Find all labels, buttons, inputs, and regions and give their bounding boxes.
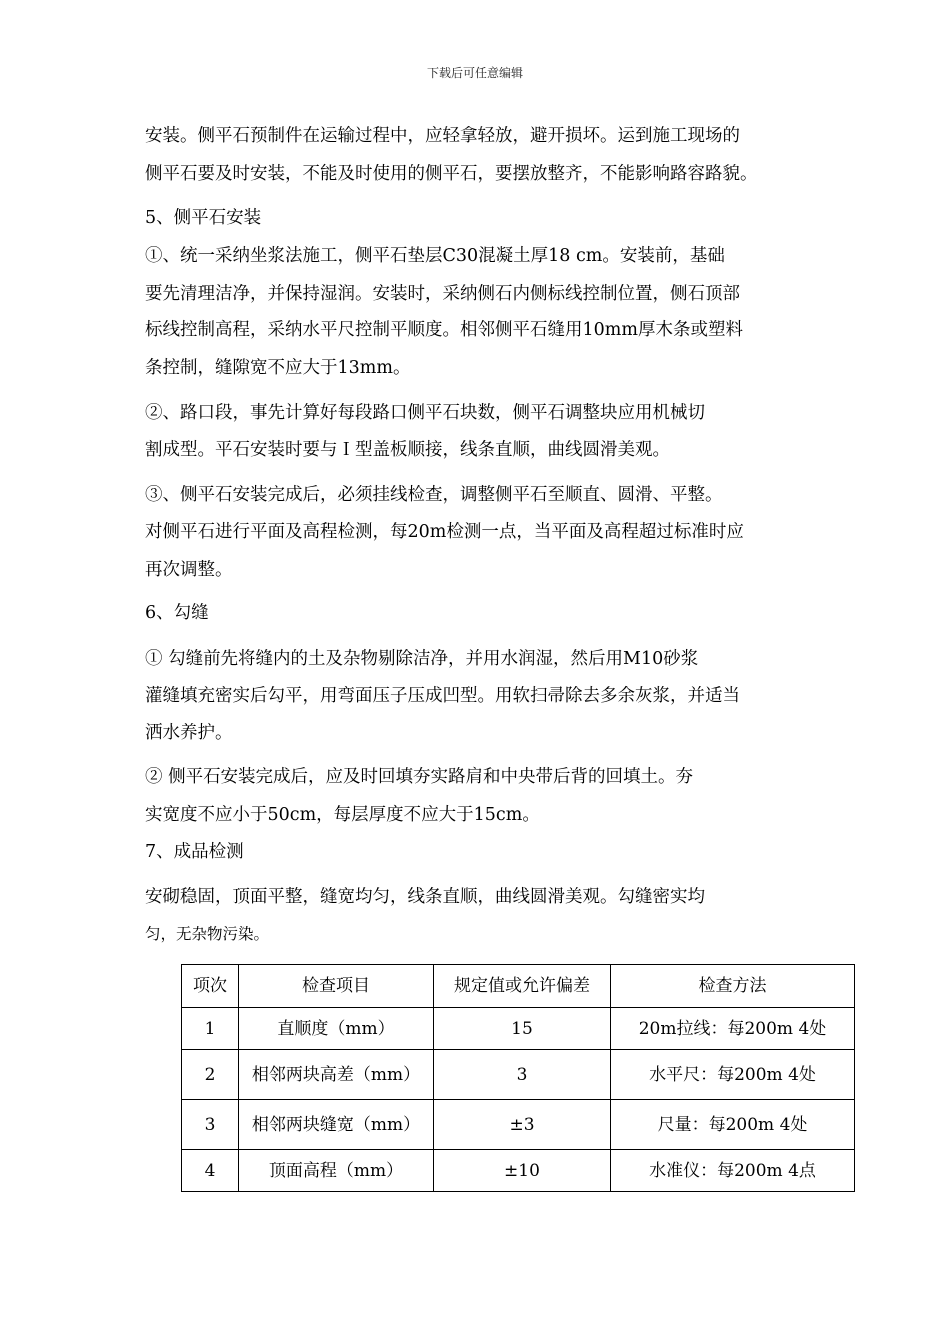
table-cell: 2 <box>182 1050 239 1100</box>
table-cell: 1 <box>182 1008 239 1050</box>
paragraph-line: 安砌稳固，顶面平整，缝宽均匀，线条直顺，曲线圆滑美观。勾缝密实均 <box>145 887 705 907</box>
paragraph-line: 洒水养护。 <box>145 723 233 743</box>
paragraph-line: 侧平石要及时安装，不能及时使用的侧平石，要摆放整齐，不能影响路容路貌。 <box>145 164 758 184</box>
section-heading: 7、成品检测 <box>145 842 244 862</box>
header-cell: 检查项目 <box>239 965 434 1008</box>
table-cell: 4 <box>182 1150 239 1192</box>
section-heading: 6、勾缝 <box>145 603 209 623</box>
table-cell: 20m拉线：每200m 4处 <box>611 1008 855 1050</box>
paragraph-line: 标线控制高程，采纳水平尺控制平顺度。相邻侧平石缝用10mm厚木条或塑料 <box>145 320 743 340</box>
table-cell: ±10 <box>434 1150 611 1192</box>
table-cell: 相邻两块高差（mm） <box>239 1050 434 1100</box>
table-row <box>182 1050 855 1100</box>
header-cell: 检查方法 <box>611 965 855 1008</box>
inspection-table <box>181 964 855 1192</box>
header-cell: 项次 <box>182 965 239 1008</box>
table-cell: ±3 <box>434 1100 611 1150</box>
table-cell: 水平尺：每200m 4处 <box>611 1050 855 1100</box>
paragraph-line: 灌缝填充密实后勾平，用弯面压子压成凹型。用软扫帚除去多余灰浆，并适当 <box>145 686 740 706</box>
paragraph-line: ③、侧平石安装完成后，必须挂线检查，调整侧平石至顺直、圆滑、平整。 <box>145 485 723 505</box>
paragraph-line: ① 勾缝前先将缝内的土及杂物剔除洁净，并用水润湿，然后用M10砂浆 <box>145 649 699 669</box>
table-cell: 3 <box>434 1050 611 1100</box>
table-cell: 尺量：每200m 4处 <box>611 1100 855 1150</box>
table-cell: 直顺度（mm） <box>239 1008 434 1050</box>
table-cell: 3 <box>182 1100 239 1150</box>
paragraph-line: ② 侧平石安装完成后，应及时回填夯实路肩和中央带后背的回填土。夯 <box>145 767 694 787</box>
paragraph-line: 再次调整。 <box>145 560 233 580</box>
paragraph-line: ②、路口段，事先计算好每段路口侧平石块数，侧平石调整块应用机械切 <box>145 403 705 423</box>
table-cell: 相邻两块缝宽（mm） <box>239 1100 434 1150</box>
table-header-row <box>182 965 855 1008</box>
table-row <box>182 1150 855 1192</box>
paragraph-line: 条控制，缝隙宽不应大于13mm。 <box>145 358 411 378</box>
paragraph-line: ①、统一采纳坐浆法施工，侧平石垫层C30混凝土厚18 cm。安装前，基础 <box>145 246 725 266</box>
paragraph-line: 要先清理洁净，并保持湿润。安装时，采纳侧石内侧标线控制位置，侧石顶部 <box>145 284 740 304</box>
page-header: 下载后可任意编辑 <box>426 66 523 80</box>
paragraph-line: 对侧平石进行平面及高程检测，每20m检测一点，当平面及高程超过标准时应 <box>145 522 744 542</box>
paragraph-line: 割成型。平石安装时要与Ｉ型盖板顺接，线条直顺，曲线圆滑美观。 <box>145 440 670 460</box>
table-cell: 水准仪：每200m 4点 <box>611 1150 855 1192</box>
table-row <box>182 1100 855 1150</box>
table-cell: 15 <box>434 1008 611 1050</box>
table-cell: 顶面高程（mm） <box>239 1150 434 1192</box>
header-cell: 规定值或允许偏差 <box>434 965 611 1008</box>
table-row <box>182 1008 855 1050</box>
paragraph-line: 匀，无杂物污染。 <box>145 925 270 943</box>
paragraph-line: 安装。侧平石预制件在运输过程中，应轻拿轻放，避开损坏。运到施工现场的 <box>145 126 740 146</box>
paragraph-line: 实宽度不应小于50cm，每层厚度不应大于15cm。 <box>145 805 540 825</box>
section-heading: 5、侧平石安装 <box>145 208 262 228</box>
